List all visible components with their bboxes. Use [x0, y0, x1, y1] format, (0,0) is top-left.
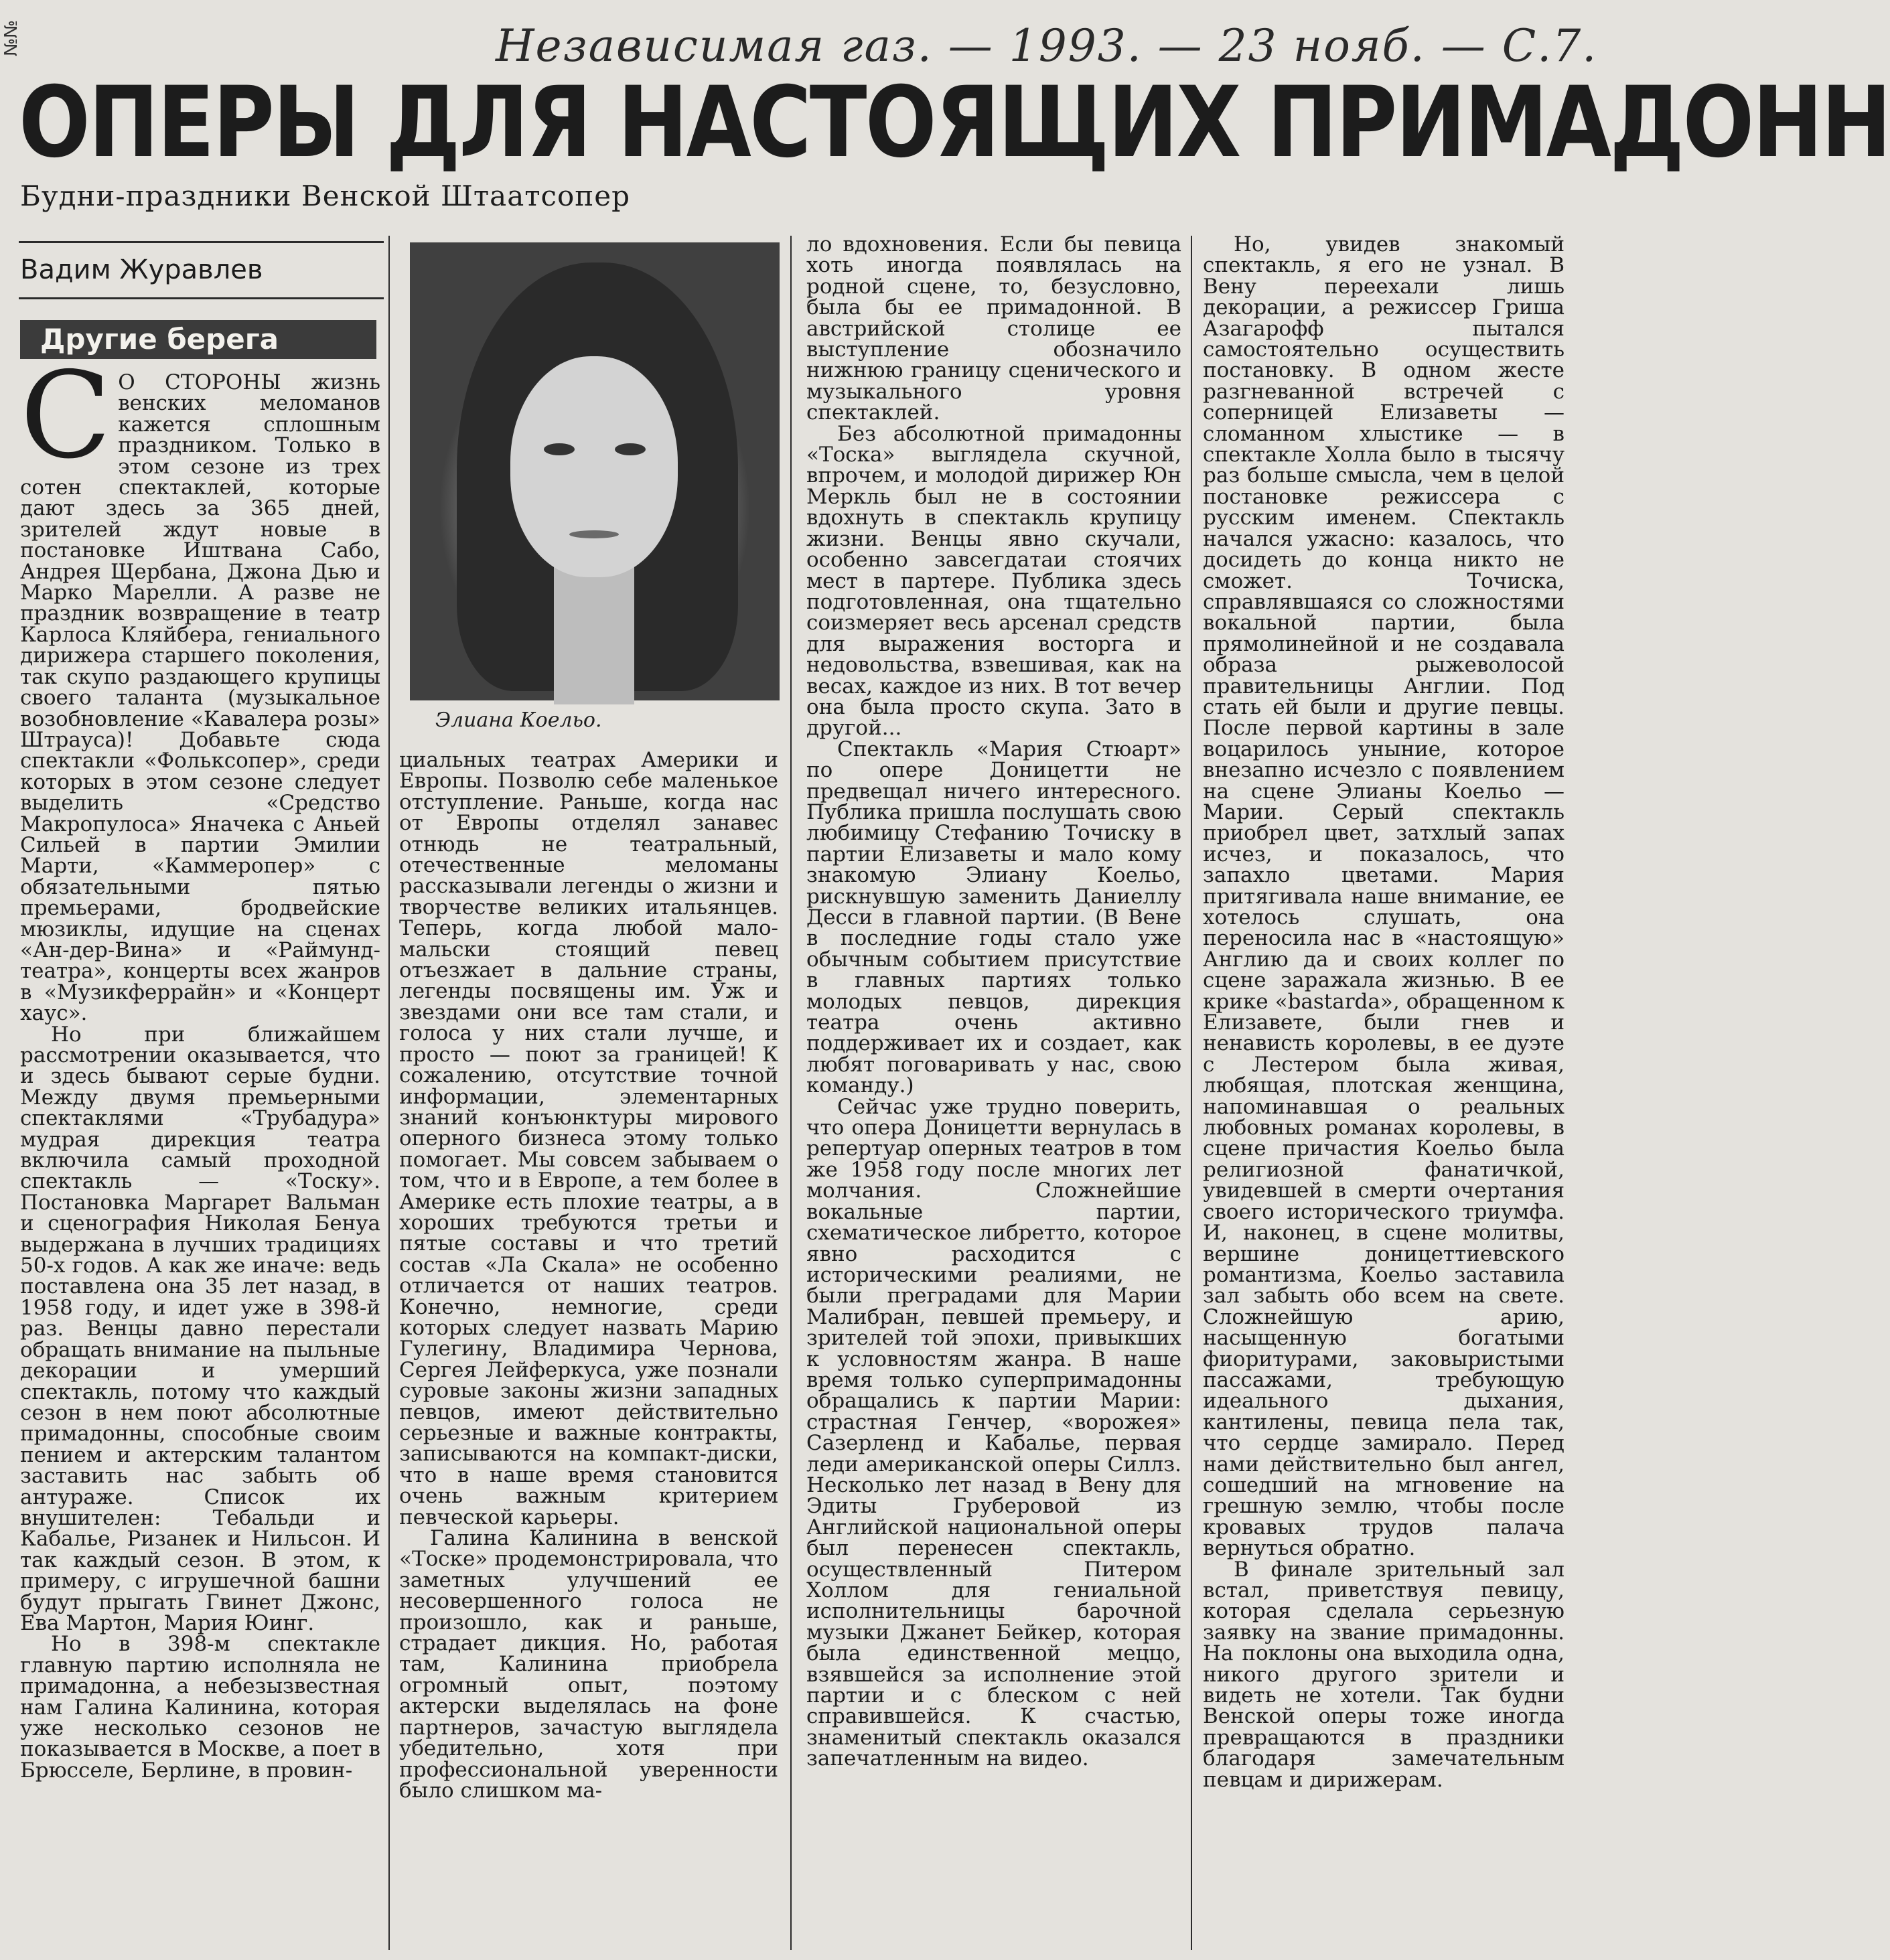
photo-face — [510, 356, 678, 577]
column-divider — [388, 236, 390, 1950]
article-paragraph: Сейчас уже трудно поверить, что опера Доницетти вернулась в репертуар оперных театров в том же 1958 году после многих лет молчания. Сложнейшие вокальные партии, схематическое либретто, которое явно расходится с историческими реалиями, не были преградами для Марии Малибран, певшей премьеру, и зрителей той эпохи, привыкших к условностям жанра. В наше время только суперпримадонны обращались к партии Марии: страстная Генчер, «ворожея» Сазерленд и Кабалье, первая леди американской оперы Силлз. Несколько лет назад в Вену для Эдиты Груберовой из Английской национальной оперы был перенесен спектакль, осуществленный Питером Холлом для гениальной исполнительницы барочной музыки Джанет Бейкер, которая была единственной меццо, взявшейся за исполнение этой партии и с блеском с ней справившейся. К счастью, знаменитый спектакль оказался запечатленным на видео. — [806, 1094, 1181, 1771]
photo-mouth — [569, 530, 619, 538]
article-paragraph: циальных театрах Америки и Европы. Позволю себе маленькое отступление. Раньше, когда нас от Европы отделял занавес отнюдь не театральный, отечественные меломаны рассказывали легенды о жизни и творчестве великих итальянцев. Теперь, когда любой мало-мальски стоящий певец отъезжает в дальние страны, легенды посвящены им. Уж и звездами они все там стали, и голоса у них стали лучше, и просто — поют за границей! К сожалению, отсутствие точной информации, элементарных знаний конъюнктуры мирового оперного бизнеса этому только помогает. Мы совсем забываем о том, что и в Европе, а тем более в Америке есть плохие театры, а в хороших требуются третьи и пятые составы и что третий состав «Ла Скала» не особенно отличается от наших театров. Конечно, немногие, среди которых следует назвать Марию Гулегину, Владимира Чернова, Сергея Лейферкуса, уже познали суровые законы жизни западных певцов, имеют действительно серьезные и важные контракты, записываются на компакт-диски, что в наше время становится очень важным критерием певческой карьеры. — [399, 748, 778, 1529]
photo-eye — [615, 443, 646, 455]
article-paragraph: В финале зрительный зал встал, приветствуя певицу, которая сделала серьезную заявку на звание примадонны. На поклоны она выходила одна, никого другого зрители и видеть не хотели. Так будни Венской оперы тоже иногда превращаются в праздники благодаря замечательным певцам и дирижерам. — [1203, 1557, 1565, 1792]
article-column-3 — [806, 234, 1181, 1953]
portrait-photo — [410, 242, 780, 700]
author-byline: Вадим Журавлев — [20, 254, 263, 285]
headline: ОПЕРЫ ДЛЯ НАСТОЯЩИХ ПРИМАДОНН — [19, 66, 1890, 179]
handwritten-source-note: Независимая газ. — 1993. — 23 нояб. — С.7. — [496, 20, 1598, 72]
article-column-2 — [399, 750, 778, 1953]
column-divider — [1191, 236, 1192, 1950]
article-paragraph: Галина Калинина в венской «Тоске» продемонстрировала, что заметных улучшений ее несовершенного голоса не произошло, как и раньше, страдает дикция. Но, работая там, Калинина приобрела огромный опыт, поэтому актерски выделялась на фоне партнеров, зачастую выглядела убедительно, хотя при профессиональной уверенности было слишком ма- — [399, 1526, 778, 1803]
article-paragraph: Но при ближайшем рассмотрении оказывается, что и здесь бывают серые будни. Между двумя премьерными спектаклями «Трубадура» мудрая дирекция театра включила самый проходной спектакль — «Тоску». Постановка Маргарет Вальман и сценография Николая Бенуа выдержана в лучших традициях 50-х годов. А как же иначе: ведь поставлена она 35 лет назад, в 1958 году, и идет уже в 398-й раз. Венцы давно перестали обращать внимание на пыльные декорации и умерший спектакль, потому что каждый сезон в нем поют абсолютные примадонны, способные своим пением и актерским талантом заставить нас забыть об антураже. Список их внушителен: Тебальди и Кабалье, Ризанек и Нильсон. И так каждый сезон. В этом, к примеру, с игрушечной башни будут прыгать Гвинет Джонс, Ева Мартон, Мария Юинг. — [20, 1022, 380, 1635]
article-column-1 — [20, 346, 380, 1953]
margin-mark: №№ — [1, 19, 21, 56]
article-paragraph: ло вдохновения. Если бы певица хоть иногда появлялась на родной сцене, то, безусловно, была бы ее примадонной. В австрийской столице ее выступление обозначило нижнюю границу сценического и музыкального уровня спектаклей. — [806, 232, 1181, 425]
article-paragraph: Но, увидев знакомый спектакль, я его не узнал. В Вену переехали лишь декорации, а режиссер Гриша Азагарофф пытался самостоятельно осуществить постановку. В одном жесте разгневанной встречей с соперницей Елизаветы — сломанном хлыстике — в спектакле Холла было в тысячу раз больше смысла, чем в целой постановке режиссера с русским именем. Спектакль начался ужасно: казалось, что досидеть до конца никто не сможет. Точиска, справлявшаяся со сложностями вокальной партии, была прямолинейной и не создавала образа рыжеволосой правительницы Англии. Под стать ей были и другие певцы. После первой картины в зале воцарилось уныние, которое внезапно исчезло с появлением на сцене Элианы Коельо — Марии. Серый спектакль приобрел цвет, затхлый запах исчез, и показалось, что запахло цветами. Мария притягивала наше внимание, ее хотелось слушать, она переносила нас в «настоящую» Англию да и своих коллег по сцене заражала жизнью. В ее крике «bastarda», обращенном к Елизавете, были гнев и ненависть королевы, в ее дуэте с Лестером была живая, любящая, плотская женщина, напоминавшая о реальных любовных романах королевы, в сцене причастия Коельо была религиозной фанатичкой, увидевшей в смерти очертания своего исторического триумфа. И, наконец, в сцене молитвы, вершине доницеттиевского романтизма, Коельо заставила зал забыть обо всем на свете. Сложнейшую арию, насыщенную богатыми фиоритурами, заковыристыми пассажами, требующую идеального дыхания, кантилены, певица пела так, что сердце замирало. Перед нами действительно был ангел, сошедший на мгновение на грешную землю, чтобы после кровавых трудов палача вернуться обратно. — [1203, 232, 1565, 1561]
article-paragraph: СО СТОРОНЫ жизнь венских меломанов кажется сплошным праздником. Только в этом сезоне из трех сотен спектаклей, которые дают здесь за 365 дней, зрителей ждут новые в постановке Иштвана Сабо, Андрея Щербана, Джона Дью и Марко Марелли. А разве не праздник возвращение в театр Карлоса Кляйбера, гениального дирижера старшего поколения, так скупо раздающего крупицы своего таланта (музыкальное возобновление «Кавалера розы» Штрауса)! Добавьте сюда спектакли «Фольксопер», среди которых в этом сезоне следует выделить «Средство Макропулоса» Яначека с Аньей Сильей в партии Эмилии Марти, «Каммеропер» с обязательными пятью премьерами, бродвейские мюзиклы, идущие на сценах «Ан-дер-Вина» и «Раймунд-театра», концерты всех жанров в «Музикферрайн» и «Концерт хаус». — [20, 346, 380, 1026]
subtitle-divider — [19, 241, 384, 243]
photo-neck — [554, 557, 634, 704]
column-divider — [790, 236, 792, 1950]
section-rubric: Другие берега — [20, 320, 376, 359]
photo-caption: Элиана Коельо. — [435, 708, 602, 732]
article-paragraph: Спектакль «Мария Стюарт» по опере Доницетти не предвещал ничего интересного. Публика пришла послушать свою любимицу Стефанию Точиску в партии Елизаветы и мало кому знакомую Элиану Коельо, рискнувшую заменить Даниеллу Десси в главной партии. (В Вене в последние годы стало уже обычным событием присутствие в главных партиях только молодых певцов, дирекция театра очень активно поддерживает их и создает, как любят поговаривать у нас, свою команду.) — [806, 737, 1181, 1098]
article-paragraph: Но в 398-м спектакле главную партию исполняла не примадонна, а небезызвестная нам Галина Калинина, которая уже несколько сезонов не показывается в Москве, а поет в Брюсселе, Берлине, в провин- — [20, 1632, 380, 1783]
subtitle: Будни-праздники Венской Штаатсопер — [20, 179, 631, 212]
article-column-4 — [1203, 234, 1565, 1953]
photo-eye — [544, 443, 575, 455]
article-paragraph: Без абсолютной примадонны «Тоска» выглядела скучной, впрочем, и молодой дирижер Юн Меркль был не в состоянии вдохнуть в спектакль крупицу жизни. Венцы явно скучали, особенно завсегдатаи стоячих мест в партере. Публика здесь подготовленная, она тщательно соизмеряет весь арсенал средств для выражения восторга и недовольства, взвешивая, как на весах, каждое из них. В тот вечер она была просто скупа. Зато в другой... — [806, 421, 1181, 741]
author-divider — [19, 297, 384, 299]
